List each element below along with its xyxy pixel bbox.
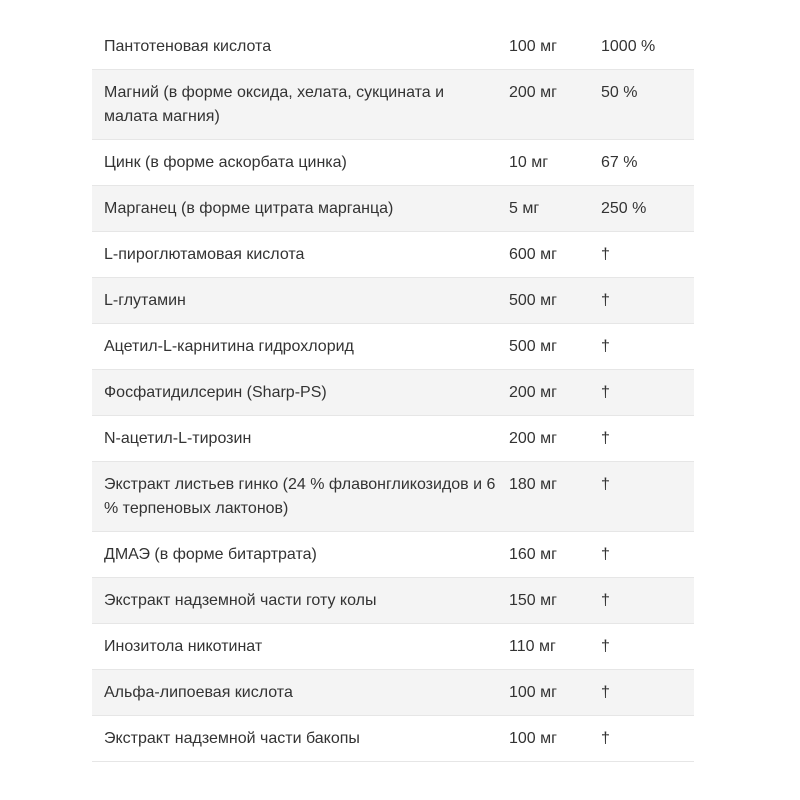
- table-row: [92, 70, 694, 140]
- daily-value: †: [601, 638, 610, 655]
- daily-value: †: [601, 338, 610, 355]
- ingredient-amount: 110 мг: [509, 638, 556, 655]
- daily-value: 67 %: [601, 154, 638, 171]
- table-row: [92, 324, 694, 370]
- ingredient-amount: 150 мг: [509, 592, 557, 609]
- ingredient-name: Цинк (в форме аскорбата цинка): [104, 154, 347, 171]
- ingredient-amount: 200 мг: [509, 384, 557, 401]
- ingredient-amount: 200 мг: [509, 430, 557, 447]
- table-row: [92, 462, 694, 532]
- table-row: [92, 578, 694, 624]
- daily-value: †: [601, 546, 610, 563]
- ingredient-name: Пантотеновая кислота: [104, 38, 272, 55]
- daily-value: †: [601, 292, 610, 309]
- ingredient-amount: 10 мг: [509, 154, 549, 171]
- daily-value: †: [601, 684, 610, 701]
- ingredient-amount: 600 мг: [509, 246, 557, 263]
- table-row: [92, 232, 694, 278]
- daily-value: †: [601, 246, 610, 263]
- daily-value: 50 %: [601, 84, 638, 101]
- ingredient-amount: 500 мг: [509, 292, 557, 309]
- ingredient-name: L-глутамин: [104, 292, 186, 309]
- ingredient-name: N-ацетил-L-тирозин: [104, 430, 252, 447]
- ingredient-name: L-пироглютамовая кислота: [104, 246, 305, 263]
- daily-value: †: [601, 592, 610, 609]
- daily-value: †: [601, 476, 610, 493]
- table-row: [92, 416, 694, 462]
- ingredient-amount: 160 мг: [509, 546, 557, 563]
- ingredient-amount: 100 мг: [509, 730, 557, 747]
- daily-value: 1000 %: [601, 38, 656, 55]
- ingredient-amount: 200 мг: [509, 84, 557, 101]
- ingredient-name: Марганец (в форме цитрата марганца): [104, 200, 394, 217]
- table-row: [92, 370, 694, 416]
- ingredient-amount: 100 мг: [509, 684, 557, 701]
- supplement-facts-table: [92, 24, 694, 762]
- daily-value: †: [601, 384, 610, 401]
- daily-value: †: [601, 430, 610, 447]
- table-row: [92, 186, 694, 232]
- table-row: [92, 624, 694, 670]
- daily-value: 250 %: [601, 200, 647, 217]
- ingredient-name: Фосфатидилсерин (Sharp-PS): [104, 384, 327, 401]
- ingredient-name: Инозитола никотинат: [104, 638, 263, 655]
- ingredient-name: Альфа-липоевая кислота: [104, 684, 293, 701]
- ingredient-amount: 100 мг: [509, 38, 557, 55]
- table-row: [92, 670, 694, 716]
- ingredient-name: Ацетил-L-карнитина гидрохлорид: [104, 338, 354, 355]
- ingredient-name: Экстракт листьев гинко (24 % флавонгликозидов и 6 % терпеновых лактонов): [104, 476, 496, 517]
- ingredient-amount: 180 мг: [509, 476, 557, 493]
- daily-value: †: [601, 730, 610, 747]
- table-row: [92, 278, 694, 324]
- ingredient-amount: 500 мг: [509, 338, 557, 355]
- ingredient-amount: 5 мг: [509, 200, 540, 217]
- table-row: [92, 532, 694, 578]
- ingredient-name: Экстракт надземной части готу колы: [104, 592, 377, 609]
- ingredient-name: Экстракт надземной части бакопы: [104, 730, 360, 747]
- table-row: [92, 716, 694, 762]
- table-row: [92, 24, 694, 70]
- ingredient-name: Магний (в форме оксида, хелата, сукцината и малата магния): [104, 84, 445, 125]
- ingredient-name: ДМАЭ (в форме битартрата): [104, 546, 317, 563]
- table-row: [92, 140, 694, 186]
